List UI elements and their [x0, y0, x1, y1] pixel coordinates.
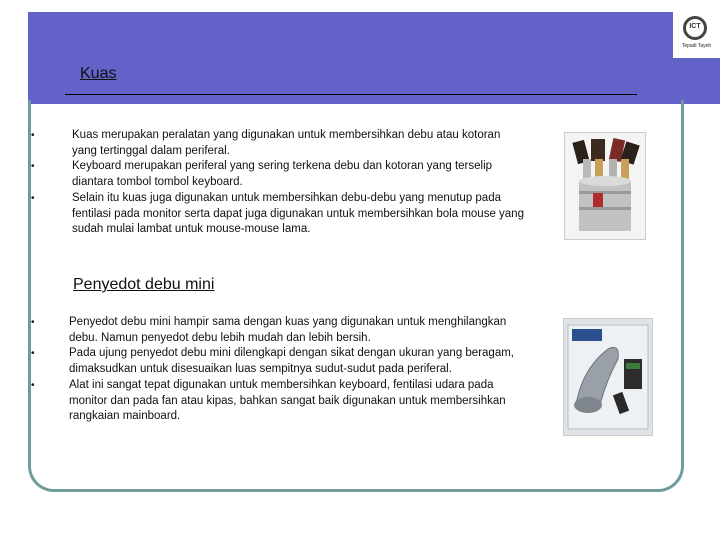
mini-vacuum-image [563, 318, 653, 436]
list-item: • Selain itu kuas juga digunakan untuk membersihkan debu-debu yang menutup pada fentilasi pada monitor serta dapat juga digunakan untuk membersihkan bola mouse yang sudah mulai lambat untuk mouse-mouse lama. [72, 191, 524, 238]
kuas-bullet-list [72, 128, 524, 238]
ict-logo [673, 12, 720, 58]
section-title-penyedot: Penyedot debu mini [73, 276, 215, 293]
title-divider [65, 94, 637, 95]
logo-abbr: ICT [689, 23, 701, 30]
list-item: • Kuas merupakan peralatan yang digunakan untuk membersihkan debu atau kotoran yang tertinggal dalam periferal. [72, 128, 524, 159]
logo-caption: Tepadi Tayeh [681, 43, 712, 49]
list-item: • Alat ini sangat tepat digunakan untuk membersihkan keyboard, fentilasi udara pada monitor dan pada fan atau kipas, bahkan sangat baik digunakan untuk membersihkan rangkaian mainboard. [69, 378, 521, 425]
section-title-kuas: Kuas [80, 65, 117, 82]
penyedot-bullet-list [69, 315, 521, 425]
brush-can-image [564, 132, 646, 240]
header-band [28, 12, 720, 104]
list-item: • Keyboard merupakan periferal yang sering terkena debu dan kotoran yang terselip diantara tombol tombol keyboard. [72, 159, 524, 190]
list-item: • Penyedot debu mini hampir sama dengan kuas yang digunakan untuk menghilangkan debu. Namun penyedot debu lebih mudah dan lebih bersih. [69, 315, 521, 346]
ict-logo-icon [683, 16, 707, 40]
list-item: • Pada ujung penyedot debu mini dilengkapi dengan sikat dengan ukuran yang beragam, dimaksudkan untuk disesuaikan luas sempitnya sudut-sudut pada periferal. [69, 346, 521, 377]
